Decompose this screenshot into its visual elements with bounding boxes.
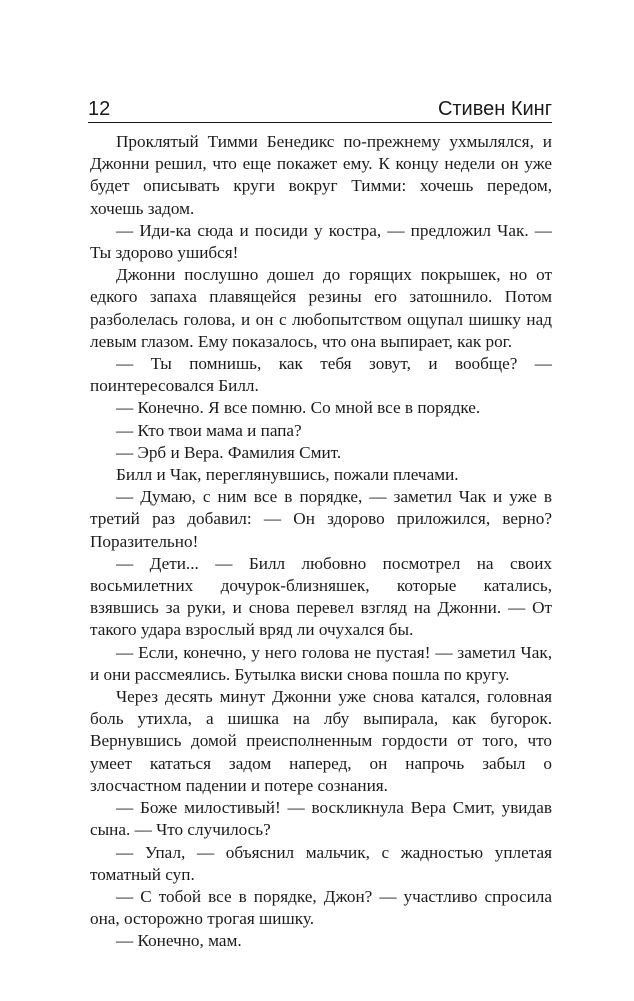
paragraph: — Думаю, с ним все в порядке, — заметил Чак и уже в третий раз добавил: — Он здорово приложился, верно? Поразительно! xyxy=(90,487,552,551)
body-text xyxy=(90,131,552,953)
running-head xyxy=(88,96,552,122)
paragraph: — С тобой все в порядке, Джон? — участливо спросила она, осторожно трогая шишку. xyxy=(90,886,552,929)
paragraph: — Конечно, мам. xyxy=(116,931,242,951)
paragraph: — Если, конечно, у него голова не пустая! — заметил Чак, и они рассмеялись. Бутылка виски снова пошла по кругу. xyxy=(90,642,552,684)
page-number: 12 xyxy=(88,98,111,120)
book-author: Стивен Кинг xyxy=(437,98,552,120)
paragraph: — Иди-ка сюда и посиди у костра, — предложил Чак. — Ты здорово ушибся! xyxy=(90,220,552,263)
paragraph: Билл и Чак, переглянувшись, пожали плечами. xyxy=(116,465,459,485)
paragraph: Через десять минут Джонни уже снова катался, головная боль утихла, а шишка на лбу выпирала, как бугорок. Вернувшись домой преисполненным гордости от того, что умеет кататься задом наперед, он напрочь забыл о злосчастном падении и потере сознания. xyxy=(90,687,552,795)
paragraph: — Кто твои мама и папа? xyxy=(116,420,302,440)
paragraph: — Ты помнишь, как тебя зовут, и вообще? — поинтересовался Билл. xyxy=(90,354,552,396)
paragraph: — Упал, — объяснил мальчик, с жадностью уплетая томатный суп. xyxy=(90,842,552,884)
paragraph: — Боже милостивый! — воскликнула Вера Смит, увидав сына. — Что случилось? xyxy=(90,798,552,840)
paragraph: — Эрб и Вера. Фамилия Смит. xyxy=(116,442,342,462)
paragraph: — Конечно. Я все помню. Со мной все в порядке. xyxy=(116,398,481,418)
paragraph: Джонни послушно дошел до горящих покрышек, но от едкого запаха плавящейся резины его затошнило. Потом разболелась голова, и он с любопытством ощупал шишку над левым глазом. Ему показалось, что она выпирает, как рог. xyxy=(90,265,552,351)
header-rule xyxy=(88,122,552,123)
paragraph: — Дети... — Билл любовно посмотрел на своих восьмилетних дочурок-близняшек, которые катались, взявшись за руки, и снова перевел взгляд на Джонни. — От такого удара взрослый вряд ли очухался бы. xyxy=(90,553,552,640)
paragraph: Проклятый Тимми Бенедикс по-прежнему ухмылялся, и Джонни решил, что еще покажет ему. К концу недели он уже будет описывать круги вокруг Тимми: хочешь передом, хочешь задом. xyxy=(90,132,552,218)
